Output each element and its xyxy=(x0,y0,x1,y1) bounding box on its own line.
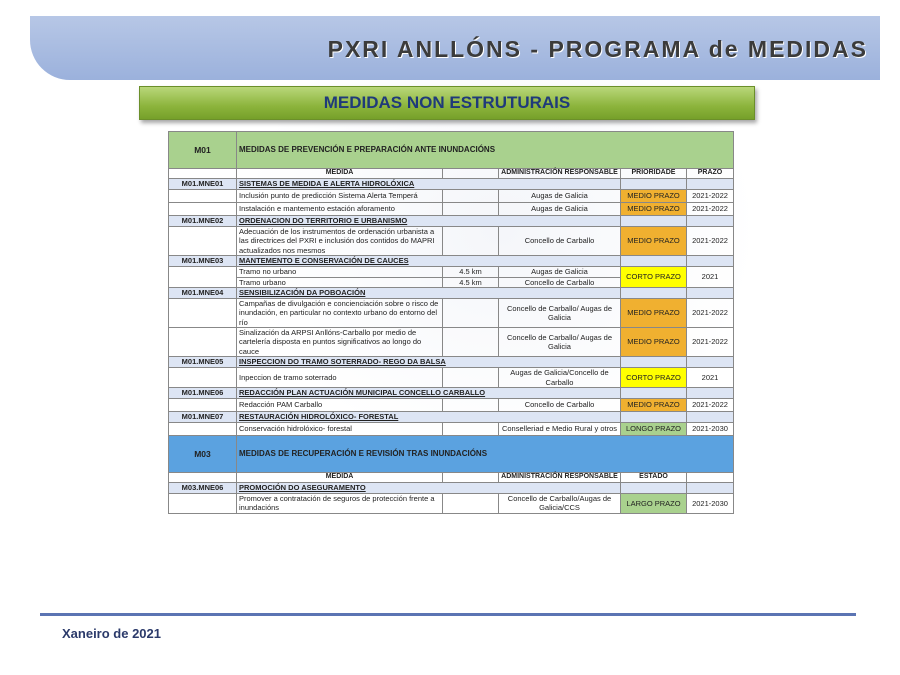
subsection-title: REDACCIÓN PLAN ACTUACIÓN MUNICIPAL CONCELLO CARBALLO xyxy=(237,387,621,398)
subsection-row xyxy=(169,357,734,368)
measure-length xyxy=(443,422,499,435)
empty-cell xyxy=(687,357,734,368)
section-code: M03 xyxy=(169,435,237,472)
empty-cell xyxy=(687,411,734,422)
empty-cell xyxy=(169,267,237,288)
measure-description: Adecuación de los instrumentos de ordenación urbanista a las directrices del PXRI e inclusión dos contidos do MAPRI actualizados nos mesmos xyxy=(237,227,443,256)
section-title: MEDIDAS DE RECUPERACIÓN E REVISIÓN TRAS INUNDACIÓNS xyxy=(237,435,734,472)
empty-cell xyxy=(169,203,237,216)
measure-row xyxy=(169,422,734,435)
responsible-admin: Augas de Galicia xyxy=(499,203,621,216)
deadline-cell: 2021-2030 xyxy=(687,493,734,513)
subsection-row xyxy=(169,287,734,298)
empty-cell xyxy=(687,287,734,298)
footer-divider xyxy=(40,613,856,616)
responsible-admin: Concello de Carballo xyxy=(499,227,621,256)
empty-cell xyxy=(621,216,687,227)
column-header-priority: PRIORIDADE xyxy=(621,169,687,179)
column-header-row xyxy=(169,169,734,179)
empty-cell xyxy=(687,482,734,493)
column-header-medida: MEDIDA xyxy=(237,472,443,482)
subsection-code: M01.MNE06 xyxy=(169,387,237,398)
responsible-admin: Augas de Galicia xyxy=(499,267,621,277)
measure-length xyxy=(443,190,499,203)
responsible-admin: Concello de Carballo xyxy=(499,277,621,287)
header-empty-cell xyxy=(443,472,499,482)
empty-cell xyxy=(169,398,237,411)
deadline-cell: 2021-2022 xyxy=(687,398,734,411)
measure-length xyxy=(443,398,499,411)
empty-cell xyxy=(621,482,687,493)
measure-row xyxy=(169,328,734,357)
responsible-admin: Augas de Galicia/Concello de Carballo xyxy=(499,368,621,388)
empty-cell xyxy=(621,387,687,398)
empty-cell xyxy=(169,328,237,357)
subsection-title: SENSIBILIZACIÓN DA POBOACIÓN xyxy=(237,287,621,298)
measure-length xyxy=(443,368,499,388)
subsection-code: M01.MNE07 xyxy=(169,411,237,422)
empty-cell xyxy=(621,287,687,298)
empty-cell xyxy=(169,422,237,435)
measure-description: Campañas de divulgación e concienciación sobre o risco de inundación, en particular no contexto urbano do entorno del río xyxy=(237,298,443,327)
empty-cell xyxy=(169,227,237,256)
measure-description: Tramo no urbano xyxy=(237,267,443,277)
responsible-admin: Augas de Galicia xyxy=(499,190,621,203)
header-empty-cell xyxy=(169,472,237,482)
measure-length xyxy=(443,203,499,216)
measures-table-wrapper xyxy=(168,131,733,514)
subsection-code: M01.MNE05 xyxy=(169,357,237,368)
section-header-row xyxy=(169,132,734,169)
priority-badge: MEDIO PRAZO xyxy=(621,227,687,256)
subsection-row xyxy=(169,216,734,227)
measure-description: Redacción PAM Carballo xyxy=(237,398,443,411)
priority-badge: MEDIO PRAZO xyxy=(621,328,687,357)
column-header-medida: MEDIDA xyxy=(237,169,443,179)
priority-badge: LARGO PRAZO xyxy=(621,493,687,513)
measure-length xyxy=(443,227,499,256)
measure-row xyxy=(169,267,734,277)
priority-badge: MEDIO PRAZO xyxy=(621,298,687,327)
section-header-row xyxy=(169,435,734,472)
responsible-admin: Conselleriad e Medio Rural y otros xyxy=(499,422,621,435)
measure-description: Tramo urbano xyxy=(237,277,443,287)
subsection-code: M01.MNE03 xyxy=(169,256,237,267)
empty-cell xyxy=(621,357,687,368)
empty-cell xyxy=(621,179,687,190)
measure-length xyxy=(443,298,499,327)
page-title: PXRI ANLLÓNS - PROGRAMA de MEDIDAS xyxy=(327,36,868,62)
responsible-admin: Concello de Carballo xyxy=(499,398,621,411)
footer-date: Xaneiro de 2021 xyxy=(62,626,161,641)
subsection-title: PROMOCIÓN DO ASEGURAMENTO xyxy=(237,482,621,493)
column-header-row xyxy=(169,472,734,482)
empty-cell xyxy=(687,256,734,267)
subsection-code: M03.MNE06 xyxy=(169,482,237,493)
subsection-title: ORDENACION DO TERRITORIO E URBANISMO xyxy=(237,216,621,227)
measure-description: Sinalización da ARPSI Anllóns-Carballo por medio de cartelería disposta en puntos significativos ao longo do cauce xyxy=(237,328,443,357)
section-code: M01 xyxy=(169,132,237,169)
section-subtitle: MEDIDAS NON ESTRUTURAIS xyxy=(139,86,755,120)
priority-badge: MEDIO PRAZO xyxy=(621,203,687,216)
subsection-row xyxy=(169,387,734,398)
measure-length xyxy=(443,328,499,357)
deadline-cell: 2021-2022 xyxy=(687,298,734,327)
deadline-cell: 2021-2022 xyxy=(687,190,734,203)
measure-description: Inpeccion de tramo soterrado xyxy=(237,368,443,388)
subsection-title: MANTEMENTO E CONSERVACIÓN DE CAUCES xyxy=(237,256,621,267)
column-header-admin: ADMINISTRACIÓN RESPONSABLE xyxy=(499,169,621,179)
column-header-deadline xyxy=(687,472,734,482)
empty-cell xyxy=(621,256,687,267)
subsection-title: RESTAURACIÓN HIDROLÓXICO- FORESTAL xyxy=(237,411,621,422)
header-empty-cell xyxy=(443,169,499,179)
measure-row xyxy=(169,227,734,256)
measure-description: Inclusión punto de predicción Sistema Alerta Temperá xyxy=(237,190,443,203)
priority-badge: MEDIO PRAZO xyxy=(621,398,687,411)
subsection-title: SISTEMAS DE MEDIDA E ALERTA HIDROLÓXICA xyxy=(237,179,621,190)
measure-row xyxy=(169,493,734,513)
measure-row xyxy=(169,368,734,388)
empty-cell xyxy=(687,216,734,227)
responsible-admin: Concello de Carballo/ Augas de Galicia xyxy=(499,328,621,357)
measure-description: Instalación e mantemento estación aforamento xyxy=(237,203,443,216)
priority-badge: MEDIO PRAZO xyxy=(621,190,687,203)
subsection-code: M01.MNE04 xyxy=(169,287,237,298)
deadline-cell: 2021-2022 xyxy=(687,203,734,216)
header-empty-cell xyxy=(169,169,237,179)
empty-cell xyxy=(621,411,687,422)
empty-cell xyxy=(169,368,237,388)
subsection-code: M01.MNE01 xyxy=(169,179,237,190)
deadline-cell: 2021 xyxy=(687,368,734,388)
measure-row xyxy=(169,398,734,411)
column-header-priority: ESTADO xyxy=(621,472,687,482)
measure-description: Promover a contratación de seguros de protección frente a inundacións xyxy=(237,493,443,513)
deadline-cell: 2021-2022 xyxy=(687,328,734,357)
deadline-cell: 2021 xyxy=(687,267,734,288)
subsection-row xyxy=(169,179,734,190)
measure-description: Conservación hidrolóxico- forestal xyxy=(237,422,443,435)
section-title: MEDIDAS DE PREVENCIÓN E PREPARACIÓN ANTE INUNDACIÓNS xyxy=(237,132,734,169)
measure-row xyxy=(169,190,734,203)
measure-row xyxy=(169,298,734,327)
subsection-row xyxy=(169,482,734,493)
column-header-admin: ADMINISTRACIÓN RESPONSABLE xyxy=(499,472,621,482)
subsection-row xyxy=(169,256,734,267)
subsection-row xyxy=(169,411,734,422)
empty-cell xyxy=(687,179,734,190)
measure-length xyxy=(443,493,499,513)
priority-badge: CORTO PRAZO xyxy=(621,267,687,288)
responsible-admin: Concello de Carballo/Augas de Galicia/CCS xyxy=(499,493,621,513)
empty-cell xyxy=(169,493,237,513)
priority-badge: CORTO PRAZO xyxy=(621,368,687,388)
responsible-admin: Concello de Carballo/ Augas de Galicia xyxy=(499,298,621,327)
measure-row xyxy=(169,203,734,216)
deadline-cell: 2021-2022 xyxy=(687,227,734,256)
subsection-code: M01.MNE02 xyxy=(169,216,237,227)
measure-length: 4.5 km xyxy=(443,267,499,277)
priority-badge: LONGO PRAZO xyxy=(621,422,687,435)
empty-cell xyxy=(169,298,237,327)
empty-cell xyxy=(169,190,237,203)
empty-cell xyxy=(687,387,734,398)
column-header-deadline: PRAZO xyxy=(687,169,734,179)
measures-table xyxy=(168,131,734,514)
deadline-cell: 2021-2030 xyxy=(687,422,734,435)
subsection-title: INSPECCION DO TRAMO SOTERRADO- REGO DA BALSA xyxy=(237,357,621,368)
measure-length: 4.5 km xyxy=(443,277,499,287)
